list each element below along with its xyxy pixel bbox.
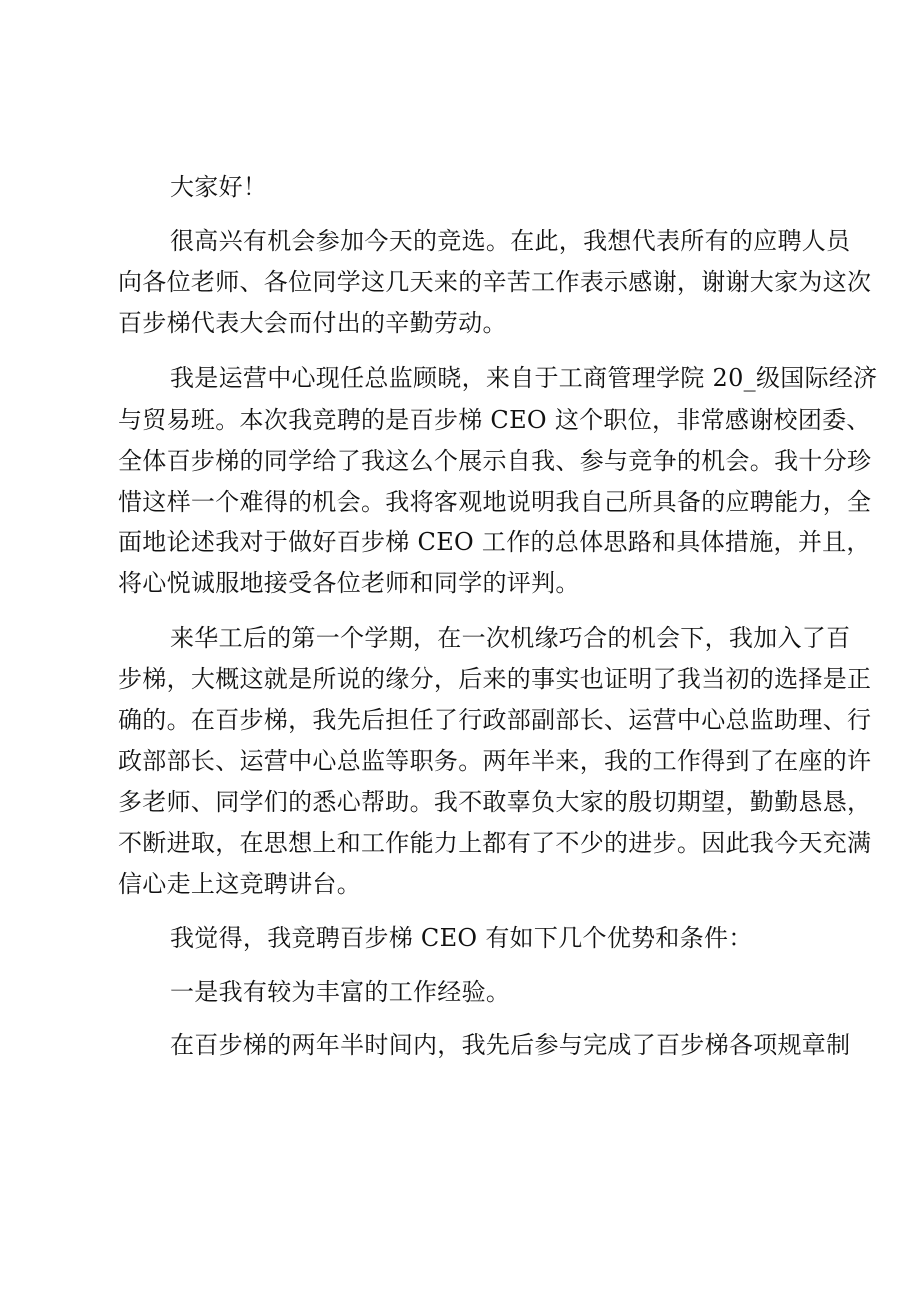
paragraph-2-line-3: 全体百步梯的同学给了我这么个展示自我、参与竞争的机会。我十分珍 bbox=[118, 447, 872, 475]
greeting-line: 大家好！ bbox=[170, 173, 268, 201]
paragraph-1-line-1: 很高兴有机会参加今天的竞选。在此，我想代表所有的应聘人员 bbox=[170, 227, 851, 255]
paragraph-3-line-7: 信心走上这竞聘讲台。 bbox=[118, 870, 361, 898]
paragraph-2-line-2: 与贸易班。本次我竞聘的是百步梯 CEO 这个职位，非常感谢校团委、 bbox=[118, 406, 871, 434]
paragraph-3-line-3: 确的。在百步梯，我先后担任了行政部副部长、运营中心总监助理、行 bbox=[118, 706, 872, 734]
paragraph-6-line-1: 在百步梯的两年半时间内，我先后参与完成了百步梯各项规章制 bbox=[170, 1031, 851, 1059]
paragraph-1-line-3: 百步梯代表大会而付出的辛勤劳动。 bbox=[118, 309, 507, 337]
paragraph-3-line-4: 政部部长、运营中心总监等职务。两年半来，我的工作得到了在座的许 bbox=[118, 747, 872, 775]
paragraph-3-line-1: 来华工后的第一个学期，在一次机缘巧合的机会下，我加入了百 bbox=[170, 624, 851, 652]
paragraph-2-line-5: 面地论述我对于做好百步梯 CEO 工作的总体思路和具体措施，并且， bbox=[118, 528, 871, 556]
paragraph-1-line-2: 向各位老师、各位同学这几天来的辛苦工作表示感谢，谢谢大家为这次 bbox=[118, 268, 872, 296]
paragraph-3-line-6: 不断进取，在思想上和工作能力上都有了不少的进步。因此我今天充满 bbox=[118, 829, 872, 857]
paragraph-5-line-1: 一是我有较为丰富的工作经验。 bbox=[170, 978, 511, 1006]
paragraph-2-line-1: 我是运营中心现任总监顾晓，来自于工商管理学院 20_级国际经济 bbox=[170, 364, 878, 392]
paragraph-2-line-4: 惜这样一个难得的机会。我将客观地说明我自己所具备的应聘能力，全 bbox=[118, 488, 872, 516]
paragraph-3-line-5: 多老师、同学们的悉心帮助。我不敢辜负大家的殷切期望，勤勤恳恳， bbox=[118, 788, 872, 816]
paragraph-2-line-6: 将心悦诚服地接受各位老师和同学的评判。 bbox=[118, 569, 580, 597]
paragraph-4-line-1: 我觉得，我竞聘百步梯 CEO 有如下几个优势和条件： bbox=[170, 924, 753, 952]
paragraph-3-line-2: 步梯，大概这就是所说的缘分，后来的事实也证明了我当初的选择是正 bbox=[118, 665, 872, 693]
